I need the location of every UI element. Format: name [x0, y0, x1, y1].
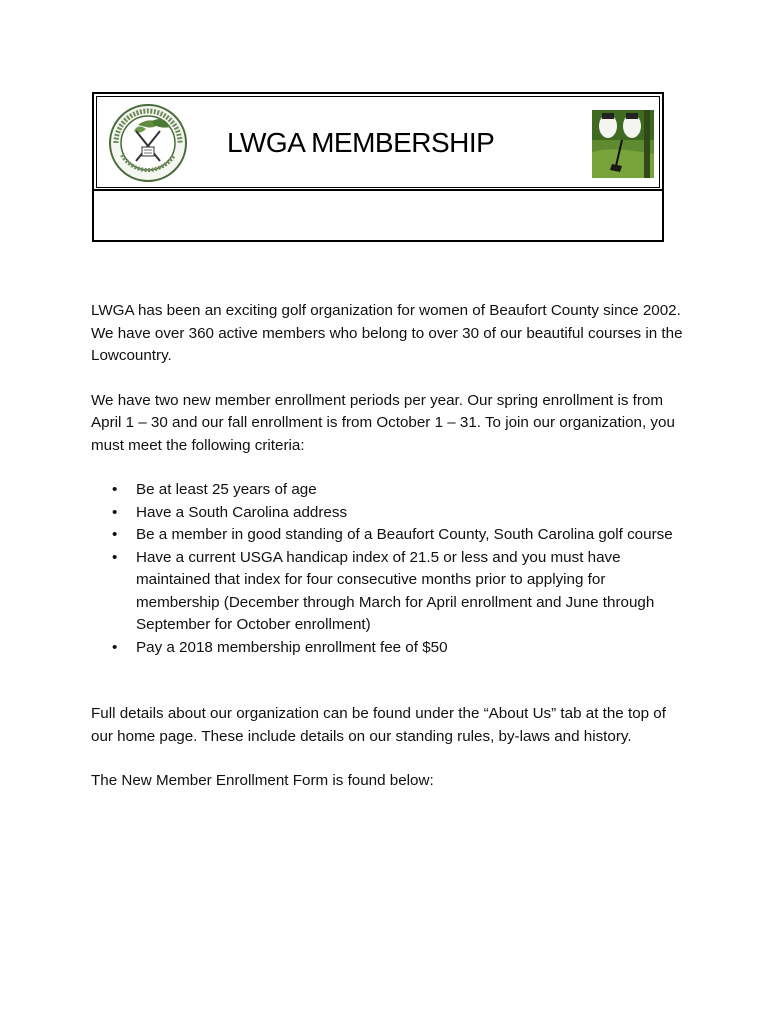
golf-association-seal-icon	[108, 103, 188, 183]
header-box	[92, 92, 664, 242]
list-item: • Have a current USGA handicap index of 21.5 or less and you must have maintained that index for four consecutive months prior to applying for membership (December through March for April enrollment and June through September for October enrollment)	[112, 548, 655, 633]
list-item: • Have a South Carolina address	[136, 502, 691, 525]
details-paragraph: Full details about our organization can be found under the “About Us” tab at the top of our home page. These include details on our standing rules, by-laws and history.	[91, 705, 666, 745]
page-title: LWGA MEMBERSHIP	[227, 127, 495, 158]
bullet-icon: •	[112, 638, 118, 656]
bullet-icon: •	[112, 526, 118, 543]
criteria-list	[91, 479, 691, 659]
bullet-icon: •	[112, 481, 118, 498]
header-top-row	[96, 96, 660, 188]
bullet-icon: •	[112, 548, 118, 566]
list-item: • Be a member in good standing of a Beaufort County, South Carolina golf course	[136, 524, 691, 547]
golf-shoes-club-photo	[592, 110, 654, 178]
bullet-icon: •	[112, 503, 118, 521]
enrollment-paragraph: We have two new member enrollment periods per year. Our spring enrollment is from April 1 – 30 and our fall enrollment is from October 1 – 31. To join our organization, you must meet the following criteria:	[91, 391, 675, 454]
header-divider	[94, 189, 662, 191]
document-body	[91, 300, 691, 793]
list-item: • Pay a 2018 membership enrollment fee of $50	[136, 637, 691, 660]
list-item: • Be at least 25 years of age	[136, 479, 691, 502]
form-note: The New Member Enrollment Form is found below:	[91, 772, 434, 789]
intro-paragraph: LWGA has been an exciting golf organization for women of Beaufort County since 2002. We have over 360 active members who belong to over 30 of our beautiful courses in the Lowcountry.	[91, 302, 683, 364]
